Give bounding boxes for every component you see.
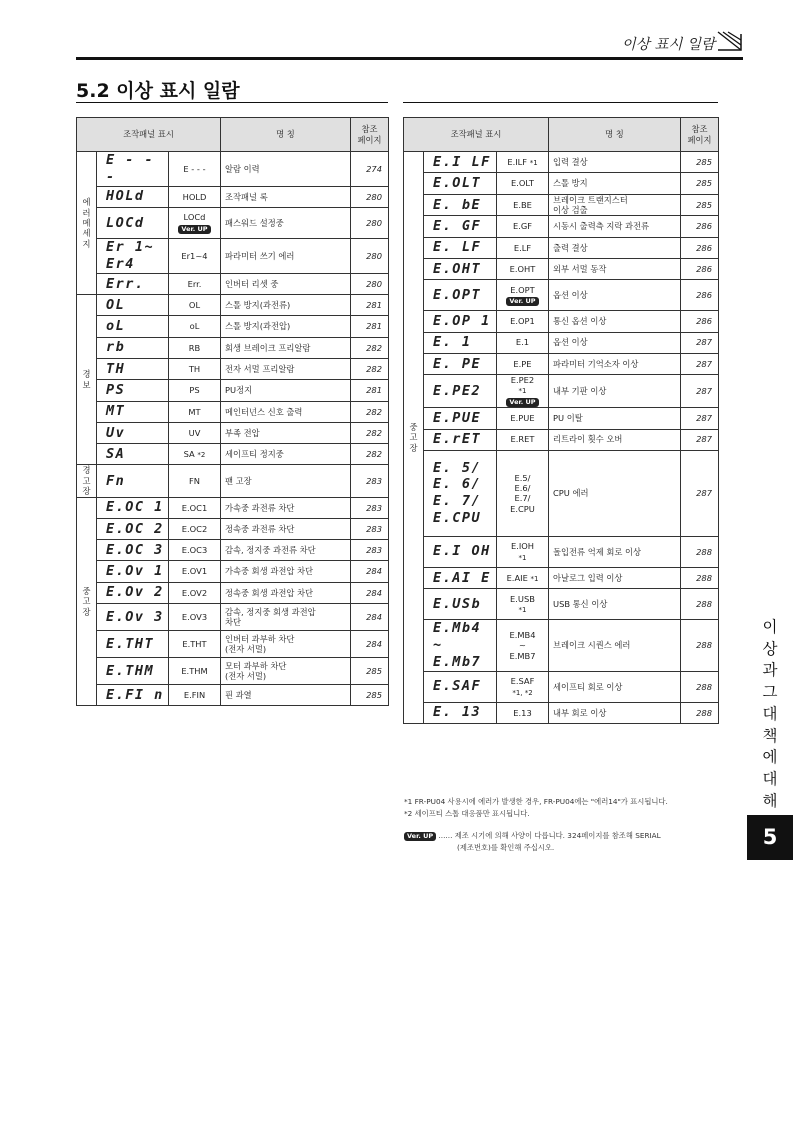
- panel-display-segment: E. 5/ E. 6/ E. 7/ E.CPU: [424, 450, 497, 536]
- display-code: E.13: [497, 702, 549, 723]
- table-row: [404, 353, 719, 374]
- alarm-name: 감속, 정지중 회생 과전압 차단: [221, 604, 351, 631]
- panel-display-segment: E.PUE: [424, 408, 497, 429]
- reference-page: 284: [351, 582, 389, 603]
- panel-display-segment: E.PE2: [424, 375, 497, 408]
- reference-page: 282: [351, 422, 389, 443]
- panel-display-segment: Err.: [97, 273, 169, 294]
- reference-page: 285: [681, 173, 719, 194]
- reference-page: 287: [681, 429, 719, 450]
- ver-up-badge: Ver. UP: [506, 297, 538, 306]
- alarm-name: 가속중 회생 과전압 차단: [221, 561, 351, 582]
- reference-page: 288: [681, 589, 719, 620]
- display-code: FN: [169, 465, 221, 497]
- reference-page: 281: [351, 316, 389, 337]
- footnote-1: *1 FR-PU04 사용시에 에러가 발생한 경우, FR-PU04에는 "에러14"가 표시됩니다.: [404, 797, 668, 806]
- table-row: [77, 518, 389, 539]
- panel-display-segment: E. bE: [424, 194, 497, 216]
- section-rule-right: [403, 102, 718, 103]
- table-row: [404, 258, 719, 279]
- table-row: [77, 422, 389, 443]
- display-code: E.OV2: [169, 582, 221, 603]
- display-code: E.OV3: [169, 604, 221, 631]
- display-code: TH: [169, 358, 221, 379]
- alarm-name: 아날로그 입력 이상: [549, 567, 681, 588]
- panel-display-segment: PS: [97, 380, 169, 401]
- panel-display-segment: E.Ov 2: [97, 582, 169, 603]
- reference-page: 288: [681, 567, 719, 588]
- header-ref-page: 참조 페이지: [681, 118, 719, 152]
- display-code: E - - -: [169, 152, 221, 187]
- reference-page: 288: [681, 620, 719, 672]
- alarm-name: USB 통신 이상: [549, 589, 681, 620]
- panel-display-segment: E.OC 3: [97, 540, 169, 561]
- table-row: [77, 208, 389, 239]
- reference-page: 287: [681, 353, 719, 374]
- display-code: PS: [169, 380, 221, 401]
- table-row: [404, 311, 719, 332]
- footnote-mark: *1: [529, 158, 538, 167]
- alarm-name: 옵션 이상: [549, 280, 681, 311]
- footnote-2: *2 세이프티 스톱 대응품만 표시됩니다.: [404, 809, 530, 818]
- section-title: 5.2 이상 표시 일람: [76, 80, 240, 102]
- alarm-name: 브레이크 트랜지스터 이상 검출: [549, 194, 681, 216]
- panel-display-segment: rb: [97, 337, 169, 358]
- panel-display-segment: E.OHT: [424, 258, 497, 279]
- panel-display-segment: E.THT: [97, 631, 169, 658]
- alarm-name: 외부 서멀 동작: [549, 258, 681, 279]
- panel-display-segment: E. 1: [424, 332, 497, 353]
- display-code: E.LF: [497, 237, 549, 258]
- chapter-number-tab: 5: [747, 815, 793, 860]
- display-code: E.RET: [497, 429, 549, 450]
- display-code: E.ILF *1: [497, 152, 549, 173]
- reference-page: 281: [351, 380, 389, 401]
- table-row: [77, 316, 389, 337]
- alarm-name: 인버터 과부하 차단 (전자 서멀): [221, 631, 351, 658]
- alarm-name: 스톨 방지: [549, 173, 681, 194]
- reference-page: 282: [351, 358, 389, 379]
- panel-display-segment: E.OP 1: [424, 311, 497, 332]
- display-code: MT: [169, 401, 221, 422]
- table-row: [404, 375, 719, 408]
- table-row: [77, 604, 389, 631]
- reference-page: 283: [351, 465, 389, 497]
- reference-page: 280: [351, 208, 389, 239]
- reference-page: 282: [351, 444, 389, 465]
- display-code: E.OP1: [497, 311, 549, 332]
- panel-display-segment: E.FI n: [97, 685, 169, 706]
- display-code: E.USB *1: [497, 589, 549, 620]
- alarm-name: 파라미터 기억소자 이상: [549, 353, 681, 374]
- panel-display-segment: Uv: [97, 422, 169, 443]
- panel-display-segment: E.USb: [424, 589, 497, 620]
- panel-display-segment: E.rET: [424, 429, 497, 450]
- display-code: oL: [169, 316, 221, 337]
- display-code: RB: [169, 337, 221, 358]
- alarm-name: PU정지: [221, 380, 351, 401]
- table-row: [77, 631, 389, 658]
- reference-page: 282: [351, 337, 389, 358]
- header-ref-page: 참조 페이지: [351, 118, 389, 152]
- alarm-name: 시동시 출력측 지락 과전류: [549, 216, 681, 237]
- table-row: [77, 295, 389, 316]
- display-code: E.OC2: [169, 518, 221, 539]
- alarm-name: 모터 과부하 차단 (전자 서멀): [221, 658, 351, 685]
- display-code: E.IOH *1: [497, 536, 549, 567]
- table-row: [404, 671, 719, 702]
- alarm-name: 전자 서멀 프리알람: [221, 358, 351, 379]
- table-row: [404, 429, 719, 450]
- table-row: [77, 685, 389, 706]
- panel-display-segment: E. 13: [424, 702, 497, 723]
- table-row: [404, 589, 719, 620]
- display-code: E.PE2 *1 Ver. UP: [497, 375, 549, 408]
- alarm-name: 세이프티 정지중: [221, 444, 351, 465]
- display-code: E.OC3: [169, 540, 221, 561]
- alarm-name: 세이프티 회로 이상: [549, 671, 681, 702]
- display-code: HOLD: [169, 186, 221, 207]
- reference-page: 286: [681, 237, 719, 258]
- alarm-name: 인버터 리셋 중: [221, 273, 351, 294]
- panel-display-segment: E. LF: [424, 237, 497, 258]
- left-alarm-table: [76, 117, 389, 706]
- display-code: E.THM: [169, 658, 221, 685]
- alarm-name: 돌입전류 억제 회로 이상: [549, 536, 681, 567]
- table-row: [77, 540, 389, 561]
- display-code: LOCd Ver. UP: [169, 208, 221, 239]
- alarm-name: 정속중 회생 과전압 차단: [221, 582, 351, 603]
- panel-display-segment: oL: [97, 316, 169, 337]
- reference-page: 285: [681, 194, 719, 216]
- panel-display-segment: E. GF: [424, 216, 497, 237]
- reference-page: 280: [351, 186, 389, 207]
- footnote-ver-up: [404, 831, 661, 841]
- table-row: [404, 536, 719, 567]
- display-code: E.GF: [497, 216, 549, 237]
- table-row: [77, 273, 389, 294]
- alarm-name: 브레이크 시퀀스 에러: [549, 620, 681, 672]
- reference-page: 285: [351, 658, 389, 685]
- alarm-name: 조작패널 록: [221, 186, 351, 207]
- table-row: [77, 658, 389, 685]
- display-code: OL: [169, 295, 221, 316]
- table-row: [77, 152, 389, 187]
- reference-page: 286: [681, 216, 719, 237]
- display-code: Er1~4: [169, 239, 221, 274]
- reference-page: 274: [351, 152, 389, 187]
- display-code: E.BE: [497, 194, 549, 216]
- alarm-name: 출력 결상: [549, 237, 681, 258]
- reference-page: 283: [351, 518, 389, 539]
- panel-display-segment: Er 1~ Er4: [97, 239, 169, 274]
- reference-page: 286: [681, 258, 719, 279]
- display-code: E.OPT Ver. UP: [497, 280, 549, 311]
- alarm-name: 리트라이 횟수 오버: [549, 429, 681, 450]
- ver-up-badge: Ver. UP: [506, 398, 538, 407]
- reference-page: 288: [681, 536, 719, 567]
- alarm-name: CPU 에러: [549, 450, 681, 536]
- panel-display-segment: E.OC 2: [97, 518, 169, 539]
- header-rule: [76, 57, 743, 60]
- alarm-name: 내부 기판 이상: [549, 375, 681, 408]
- table-row: [77, 380, 389, 401]
- reference-page: 284: [351, 631, 389, 658]
- display-code: E.OC1: [169, 497, 221, 518]
- table-row: [77, 465, 389, 497]
- panel-display-segment: E.OPT: [424, 280, 497, 311]
- alarm-name: 통신 옵션 이상: [549, 311, 681, 332]
- group-label: 중 고 장: [404, 152, 424, 724]
- table-row: [77, 497, 389, 518]
- panel-display-segment: TH: [97, 358, 169, 379]
- display-code: E.AIE *1: [497, 567, 549, 588]
- footnote-mark: *1: [518, 553, 527, 562]
- reference-page: 286: [681, 311, 719, 332]
- panel-display-segment: E.I LF: [424, 152, 497, 173]
- footnote-mark: *1: [518, 605, 527, 614]
- display-code: E.OLT: [497, 173, 549, 194]
- table-row: [404, 408, 719, 429]
- alarm-name: 알람 이력: [221, 152, 351, 187]
- footnote-mark: *2: [197, 450, 206, 459]
- panel-display-segment: LOCd: [97, 208, 169, 239]
- reference-page: 287: [681, 408, 719, 429]
- header-panel-display: 조작패널 표시: [77, 118, 221, 152]
- display-code: SA *2: [169, 444, 221, 465]
- table-row: [404, 620, 719, 672]
- panel-display-segment: E.OC 1: [97, 497, 169, 518]
- display-code: E.OHT: [497, 258, 549, 279]
- footnote-mark: *1: [530, 574, 539, 583]
- reference-page: 286: [681, 280, 719, 311]
- footnote-ver-up-line2: (제조번호)를 확인해 주십시오.: [457, 843, 555, 852]
- alarm-name: 내부 회로 이상: [549, 702, 681, 723]
- alarm-name: 메인터넌스 신호 출력: [221, 401, 351, 422]
- panel-display-segment: E.OLT: [424, 173, 497, 194]
- display-code: E.PE: [497, 353, 549, 374]
- display-code: E.FIN: [169, 685, 221, 706]
- panel-display-segment: E.SAF: [424, 671, 497, 702]
- right-alarm-table: [403, 117, 719, 724]
- reference-page: 285: [681, 152, 719, 173]
- table-row: [77, 239, 389, 274]
- header-name: 명 칭: [549, 118, 681, 152]
- ver-up-badge: Ver. UP: [404, 832, 436, 841]
- reference-page: 288: [681, 671, 719, 702]
- alarm-name: 정속중 과전류 차단: [221, 518, 351, 539]
- running-title: 이상 표시 일람: [621, 37, 715, 53]
- panel-display-segment: SA: [97, 444, 169, 465]
- header-corner-icon: [717, 30, 743, 52]
- reference-page: 285: [351, 685, 389, 706]
- ver-up-badge: Ver. UP: [178, 225, 210, 234]
- group-label: 에 러 메 세 지: [77, 152, 97, 295]
- panel-display-segment: E.I OH: [424, 536, 497, 567]
- table-row: [404, 450, 719, 536]
- display-code: E.5/ E.6/ E.7/ E.CPU: [497, 450, 549, 536]
- reference-page: 283: [351, 497, 389, 518]
- table-row: [404, 237, 719, 258]
- display-code: E.MB4 ~ E.MB7: [497, 620, 549, 672]
- panel-display-segment: Fn: [97, 465, 169, 497]
- reference-page: 280: [351, 239, 389, 274]
- panel-display-segment: E - - -: [97, 152, 169, 187]
- panel-display-segment: E.Mb4 ~ E.Mb7: [424, 620, 497, 672]
- footnote-mark: *1: [518, 387, 527, 396]
- table-row: [77, 444, 389, 465]
- reference-page: 281: [351, 295, 389, 316]
- alarm-name: 파라미터 쓰기 에러: [221, 239, 351, 274]
- alarm-name: 부족 전압: [221, 422, 351, 443]
- table-row: [77, 401, 389, 422]
- alarm-name: 스톨 방지(과전압): [221, 316, 351, 337]
- panel-display-segment: OL: [97, 295, 169, 316]
- reference-page: 280: [351, 273, 389, 294]
- display-code: E.PUE: [497, 408, 549, 429]
- header-panel-display: 조작패널 표시: [404, 118, 549, 152]
- panel-display-segment: E.AI E: [424, 567, 497, 588]
- alarm-name: 회생 브레이크 프리알람: [221, 337, 351, 358]
- table-row: [404, 332, 719, 353]
- panel-display-segment: E.Ov 3: [97, 604, 169, 631]
- section-rule: [76, 102, 388, 103]
- reference-page: 288: [681, 702, 719, 723]
- alarm-name: PU 이탈: [549, 408, 681, 429]
- reference-page: 282: [351, 401, 389, 422]
- alarm-name: 감속, 정지중 과전류 차단: [221, 540, 351, 561]
- reference-page: 287: [681, 375, 719, 408]
- ver-up-note-line1: ...... 제조 시기에 의해 사양이 다릅니다. 324페이지를 참조해 SERIAL: [438, 831, 661, 840]
- table-row: [404, 280, 719, 311]
- alarm-name: 가속중 과전류 차단: [221, 497, 351, 518]
- alarm-name: 팬 고장: [221, 465, 351, 497]
- table-row: [77, 358, 389, 379]
- table-row: [404, 194, 719, 216]
- reference-page: 284: [351, 604, 389, 631]
- display-code: Err.: [169, 273, 221, 294]
- display-code: E.SAF *1, *2: [497, 671, 549, 702]
- table-row: [77, 561, 389, 582]
- alarm-name: 입력 결상: [549, 152, 681, 173]
- reference-page: 284: [351, 561, 389, 582]
- chapter-tab-text: 이 상 과 그 대 책 에 대 해: [762, 618, 778, 810]
- footnote-mark: *1, *2: [512, 688, 533, 697]
- table-row: [404, 152, 719, 173]
- group-label: 경 고 장: [77, 465, 97, 497]
- table-row: [77, 186, 389, 207]
- table-row: [404, 173, 719, 194]
- alarm-name: 패스워드 설정중: [221, 208, 351, 239]
- table-row: [404, 567, 719, 588]
- display-code: E.THT: [169, 631, 221, 658]
- alarm-name: 옵션 이상: [549, 332, 681, 353]
- table-row: [77, 337, 389, 358]
- group-label: 중 고 장: [77, 497, 97, 706]
- reference-page: 287: [681, 450, 719, 536]
- alarm-name: 스톨 방지(과전류): [221, 295, 351, 316]
- panel-display-segment: MT: [97, 401, 169, 422]
- display-code: UV: [169, 422, 221, 443]
- display-code: E.1: [497, 332, 549, 353]
- alarm-name: 핀 과열: [221, 685, 351, 706]
- reference-page: 283: [351, 540, 389, 561]
- panel-display-segment: HOLd: [97, 186, 169, 207]
- reference-page: 287: [681, 332, 719, 353]
- panel-display-segment: E.THM: [97, 658, 169, 685]
- panel-display-segment: E.Ov 1: [97, 561, 169, 582]
- header-name: 명 칭: [221, 118, 351, 152]
- table-row: [404, 702, 719, 723]
- display-code: E.OV1: [169, 561, 221, 582]
- table-row: [77, 582, 389, 603]
- group-label: 경 보: [77, 295, 97, 465]
- panel-display-segment: E. PE: [424, 353, 497, 374]
- table-row: [404, 216, 719, 237]
